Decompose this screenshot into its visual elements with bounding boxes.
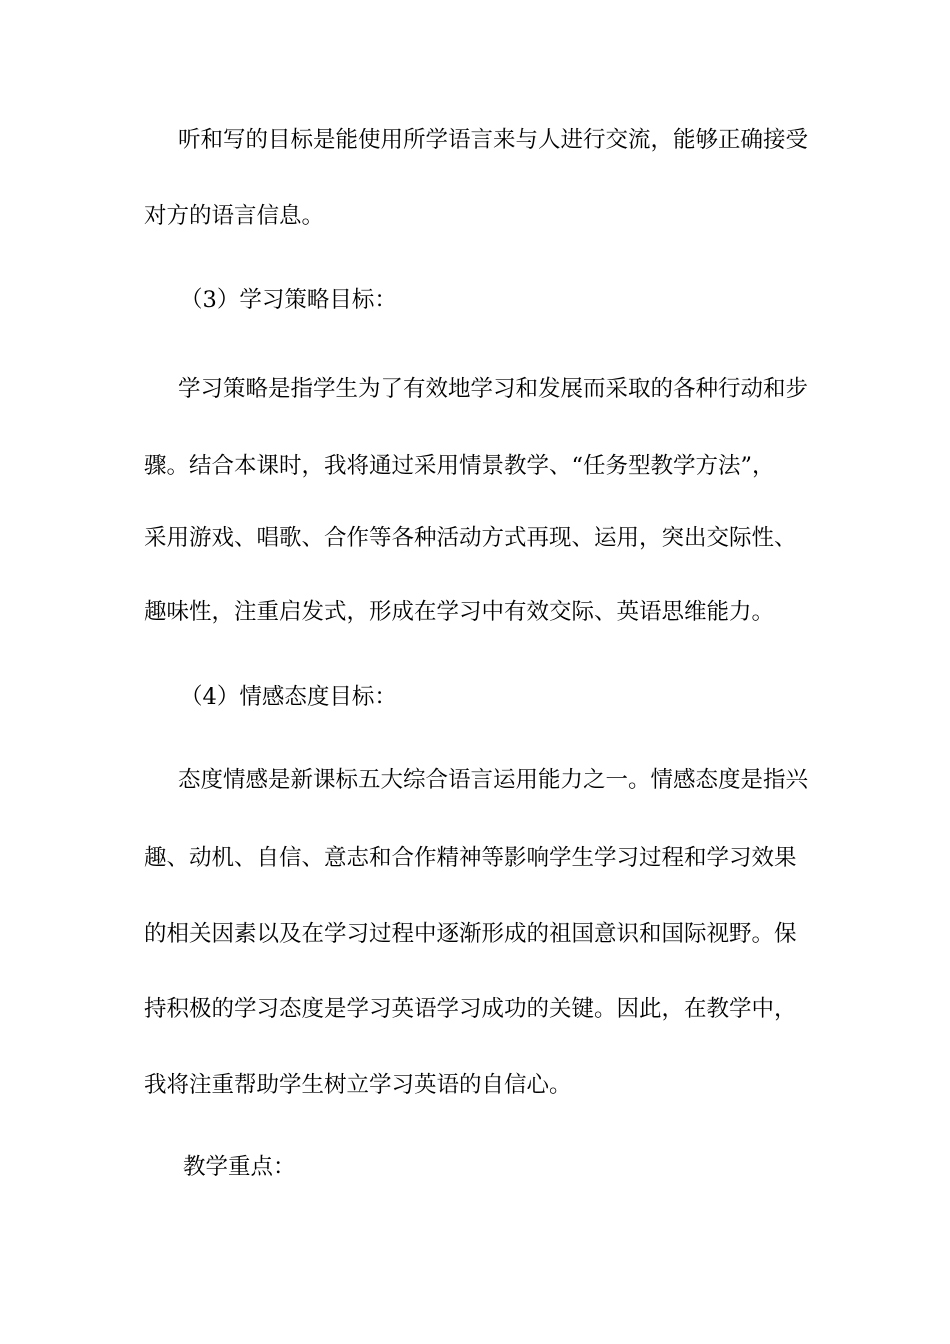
- paragraph-line: 骤。结合本课时，我将通过采用情景教学、“任务型教学方法”，: [144, 453, 775, 479]
- paragraph-line: 采用游戏、唱歌、合作等各种活动方式再现、运用，突出交际性、: [144, 525, 797, 551]
- section-heading: （3）学习策略目标：: [180, 287, 397, 313]
- paragraph-line: 趣味性，注重启发式，形成在学习中有效交际、英语思维能力。: [144, 599, 775, 625]
- paragraph-line: 的相关因素以及在学习过程中逐渐形成的祖国意识和国际视野。保: [144, 921, 797, 947]
- paragraph-line: 学习策略是指学生为了有效地学习和发展而采取的各种行动和步: [178, 376, 809, 402]
- paragraph-line: 对方的语言信息。: [144, 203, 325, 229]
- paragraph-line: 持积极的学习态度是学习英语学习成功的关键。因此，在教学中，: [144, 996, 797, 1022]
- paragraph-line: 态度情感是新课标五大综合语言运用能力之一。情感态度是指兴: [178, 767, 809, 793]
- section-heading: 教学重点：: [183, 1154, 296, 1180]
- section-heading: （4）情感态度目标：: [180, 684, 397, 710]
- paragraph-line: 听和写的目标是能使用所学语言来与人进行交流，能够正确接受: [178, 127, 809, 153]
- paragraph-line: 趣、动机、自信、意志和合作精神等影响学生学习过程和学习效果: [144, 845, 797, 871]
- paragraph-line: 我将注重帮助学生树立学习英语的自信心。: [144, 1072, 572, 1098]
